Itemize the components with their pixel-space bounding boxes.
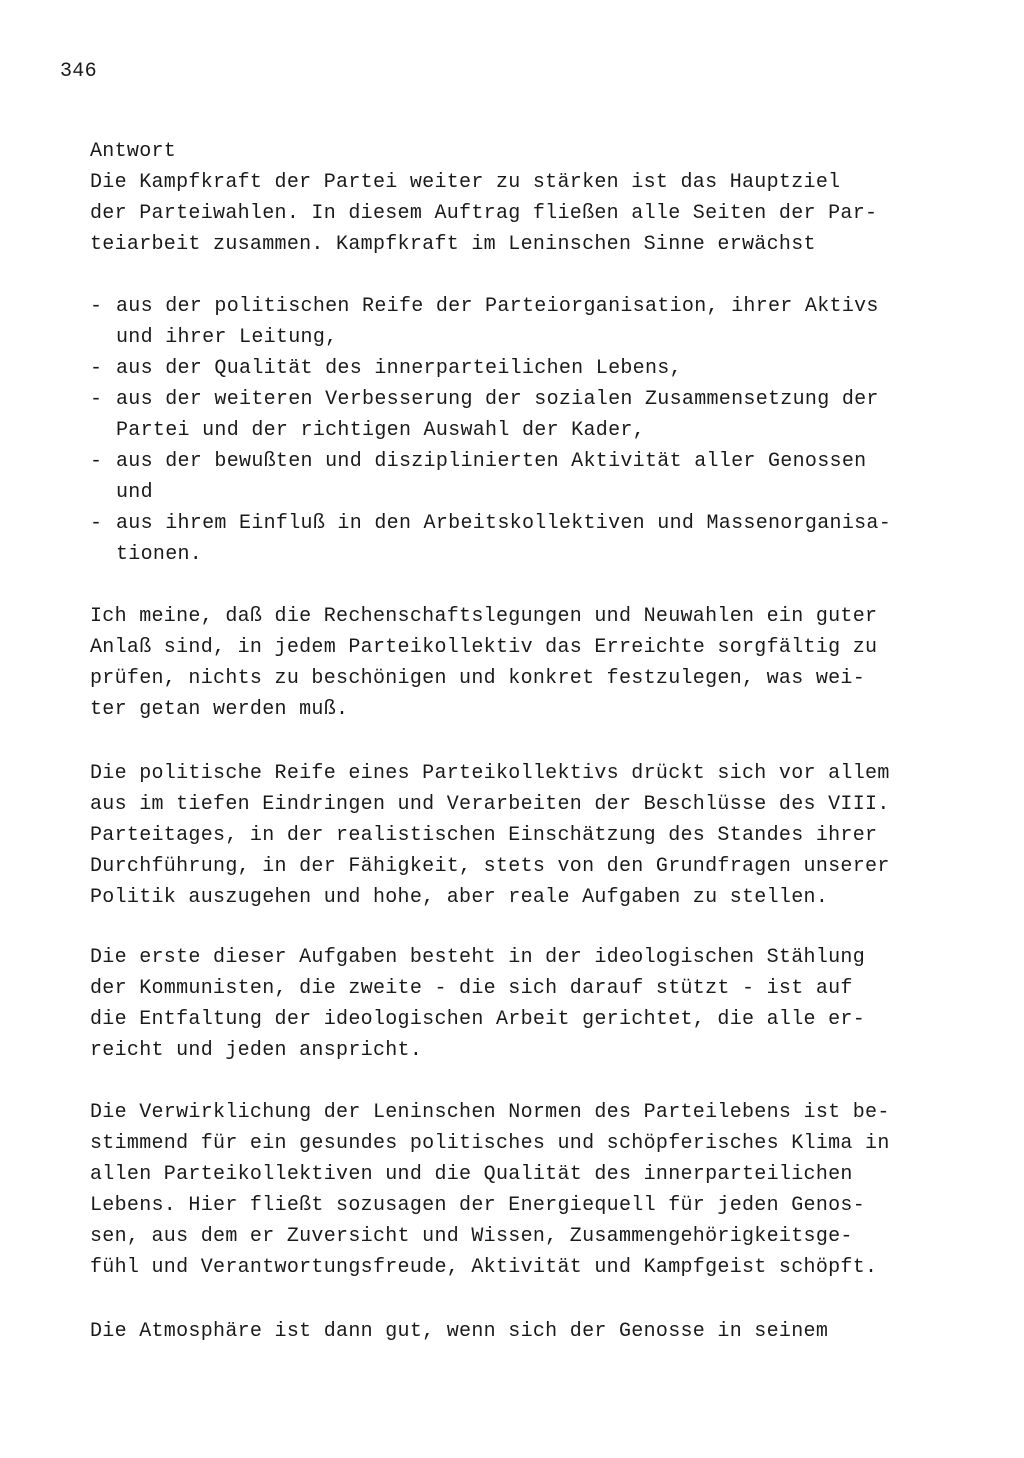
text-line: teiarbeit zusammen. Kampfkraft im Leninschen Sinne erwächst [90,233,816,256]
text-line: aus der bewußten und disziplinierten Aktivität aller Genossen [116,450,867,473]
bullet-dash: - [90,512,103,535]
text-line: der Kommunisten, die zweite - die sich darauf stützt - ist auf [90,977,853,1000]
bullet-dash: - [90,295,103,318]
text-line: tionen. [116,543,203,566]
text-line: aus ihrem Einfluß in den Arbeitskollektiven und Massenorganisa- [116,512,892,535]
text-line: reicht und jeden anspricht. [90,1039,423,1062]
text-line: Die politische Reife eines Parteikollektivs drückt sich vor allem [90,762,890,785]
text-line: ter getan werden muß. [90,698,349,721]
text-line: aus der Qualität des innerparteilichen Lebens, [116,357,682,380]
text-line: Durchführung, in der Fähigkeit, stets von den Grundfragen unserer [90,855,890,878]
text-line: sen, aus dem er Zuversicht und Wissen, Zusammengehörigkeitsge- [90,1225,853,1248]
text-line: Die Atmosphäre ist dann gut, wenn sich der Genosse in seinem [90,1320,829,1343]
text-line: aus im tiefen Eindringen und Verarbeiten der Beschlüsse des VIII. [90,793,890,816]
text-line: Parteitages, in der realistischen Einschätzung des Standes ihrer [90,824,878,847]
bullet-dash: - [90,388,103,411]
text-line: und ihrer Leitung, [116,326,338,349]
text-line: allen Parteikollektiven und die Qualität des innerparteilichen [90,1163,853,1186]
page-number: 346 [60,60,97,83]
text-line: aus der weiteren Verbesserung der sozialen Zusammensetzung der [116,388,879,411]
text-line: der Parteiwahlen. In diesem Auftrag fließen alle Seiten der Par- [90,202,878,225]
text-line: und [116,481,153,504]
text-line: Lebens. Hier fließt sozusagen der Energiequell für jeden Genos- [90,1194,866,1217]
text-line: aus der politischen Reife der Parteiorganisation, ihrer Aktivs [116,295,879,318]
text-line: Partei und der richtigen Auswahl der Kader, [116,419,645,442]
answer-heading: Antwort [90,140,177,163]
text-line: Politik auszugehen und hohe, aber reale Aufgaben zu stellen. [90,886,829,909]
text-line: die Entfaltung der ideologischen Arbeit gerichtet, die alle er- [90,1008,866,1031]
text-line: Ich meine, daß die Rechenschaftslegungen und Neuwahlen ein guter [90,605,878,628]
bullet-dash: - [90,357,103,380]
bullet-dash: - [90,450,103,473]
text-line: prüfen, nichts zu beschönigen und konkret festzulegen, was wei- [90,667,866,690]
text-line: Anlaß sind, in jedem Parteikollektiv das Erreichte sorgfältig zu [90,636,878,659]
text-line: Die erste dieser Aufgaben besteht in der ideologischen Stählung [90,946,866,969]
text-line: Die Kampfkraft der Partei weiter zu stärken ist das Hauptziel [90,171,841,194]
text-line: Die Verwirklichung der Leninschen Normen des Parteilebens ist be- [90,1101,890,1124]
text-line: fühl und Verantwortungsfreude, Aktivität und Kampfgeist schöpft. [90,1256,878,1279]
text-line: stimmend für ein gesundes politisches und schöpferisches Klima in [90,1132,890,1155]
